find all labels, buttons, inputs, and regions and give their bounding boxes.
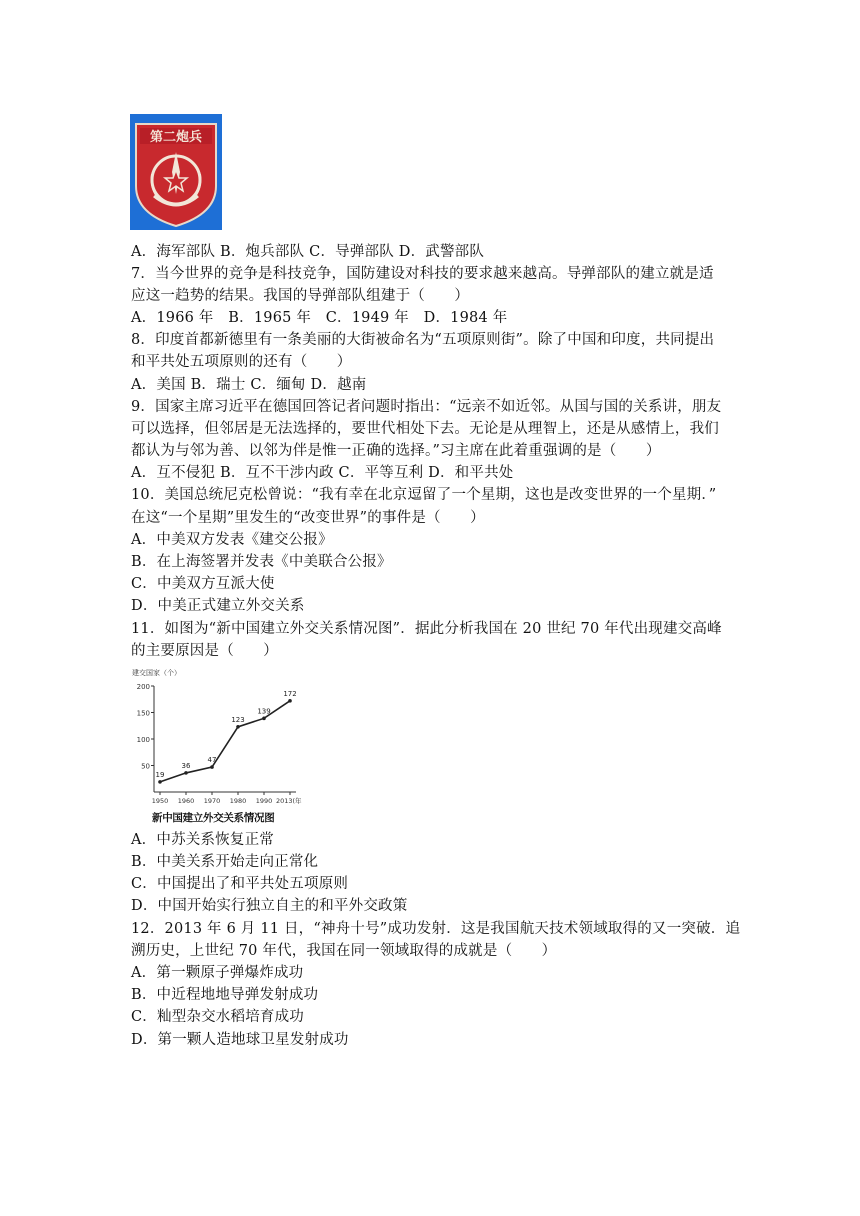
q12-stem-line1: 12．2013 年 6 月 11 日，“神舟十号”成功发射．这是我国航天技术领域取得的又一突破．追 bbox=[131, 921, 741, 937]
chart-data-point bbox=[210, 765, 214, 769]
q8-stem-line2: 和平共处五项原则的还有（ ） bbox=[131, 354, 352, 370]
q11-option-d: D．中国开始实行独立自主的和平外交政策 bbox=[131, 898, 408, 914]
chart-y-tick-label: 100 bbox=[136, 736, 150, 744]
badge-svg bbox=[130, 114, 222, 230]
q10-stem-line1: 10．美国总统尼克松曾说：“我有幸在北京逗留了一个星期，这也是改变世界的一个星期．” bbox=[131, 487, 717, 503]
q10-stem-line2: 在这“一个星期”里发生的“改变世界”的事件是（ ） bbox=[131, 510, 485, 526]
diplomatic-relations-chart bbox=[130, 668, 302, 828]
q6-options: A．海军部队 B．炮兵部队 C．导弹部队 D．武警部队 bbox=[131, 244, 485, 260]
chart-y-tick-label: 150 bbox=[136, 709, 150, 718]
chart-data-label: 47 bbox=[207, 756, 217, 765]
q9-stem-line2: 可以选择，但邻居是无法选择的，要世代相处下去。无论是从理智上，还是从感情上，我们 bbox=[131, 421, 719, 437]
chart-data-point bbox=[236, 725, 240, 729]
chart-data-label: 172 bbox=[283, 689, 297, 698]
q10-option-a: A．中美双方发表《建交公报》 bbox=[131, 532, 333, 548]
chart-y-tick-label: 50 bbox=[141, 762, 150, 771]
q10-option-c: C．中美双方互派大使 bbox=[131, 576, 275, 592]
chart-data-point bbox=[288, 699, 292, 703]
q9-options: A．互不侵犯 B．互不干涉内政 C．平等互利 D．和平共处 bbox=[131, 465, 514, 481]
q11-stem-line1: 11．如图为“新中国建立外交关系情况图”．据此分析我国在 20 世纪 70 年代出现建交高峰 bbox=[131, 621, 722, 637]
chart-data-label: 123 bbox=[231, 715, 245, 724]
q7-options: A．1966 年 B．1965 年 C．1949 年 D．1984 年 bbox=[131, 310, 508, 326]
chart-y-tick-label: 200 bbox=[136, 683, 150, 691]
q12-option-b: B．中近程地地导弹发射成功 bbox=[131, 987, 319, 1003]
badge-text: 第二炮兵 bbox=[149, 130, 203, 145]
chart-title: 新中国建立外交关系情况图 bbox=[152, 812, 275, 824]
q9-stem-line1: 9．国家主席习近平在德国回答记者问题时指出：“远亲不如近邻。从国与国的关系讲，朋友 bbox=[131, 399, 722, 415]
q10-option-b: B．在上海签署并发表《中美联合公报》 bbox=[131, 554, 392, 570]
q11-option-a: A．中苏关系恢复正常 bbox=[131, 832, 274, 848]
chart-x-tick-label: 1960 bbox=[177, 797, 195, 805]
chart-x-tick-label: 1980 bbox=[229, 797, 247, 805]
chart-data-label: 19 bbox=[155, 770, 165, 779]
chart-x-tick-label: 1950 bbox=[151, 797, 169, 805]
chart-svg bbox=[130, 668, 302, 808]
chart-data-label: 36 bbox=[181, 761, 191, 770]
q12-stem-line2: 溯历史，上世纪 70 年代，我国在同一领域取得的成就是（ ） bbox=[131, 943, 557, 959]
q10-option-d: D．中美正式建立外交关系 bbox=[131, 598, 305, 614]
chart-data-label: 139 bbox=[257, 707, 271, 716]
q11-option-c: C．中国提出了和平共处五项原则 bbox=[131, 876, 349, 892]
q11-stem-line2: 的主要原因是（ ） bbox=[131, 643, 278, 659]
q7-stem-line2: 应这一趋势的结果。我国的导弹部队组建于（ ） bbox=[131, 288, 470, 304]
q9-stem-line3: 都认为与邻为善、以邻为伴是惟一正确的选择。”习主席在此着重强调的是（ ） bbox=[131, 443, 661, 459]
chart-data-point bbox=[184, 771, 188, 775]
q8-options: A．美国 B．瑞士 C．缅甸 D．越南 bbox=[131, 377, 367, 393]
chart-x-tick-label: 1970 bbox=[203, 797, 221, 805]
chart-data-point bbox=[158, 780, 162, 784]
second-artillery-badge bbox=[130, 114, 222, 230]
q12-option-a: A．第一颗原子弹爆炸成功 bbox=[131, 965, 304, 981]
q12-option-c: C．籼型杂交水稻培育成功 bbox=[131, 1009, 304, 1025]
chart-x-tick-label: 2013(年) bbox=[275, 797, 302, 805]
chart-data-point bbox=[262, 717, 266, 721]
chart-ylabel: 建交国家（个） bbox=[132, 669, 181, 677]
q7-stem-line1: 7．当今世界的竞争是科技竞争，国防建设对科技的要求越来越高。导弹部队的建立就是适 bbox=[131, 266, 714, 282]
q11-option-b: B．中美关系开始走向正常化 bbox=[131, 854, 319, 870]
q8-stem-line1: 8．印度首都新德里有一条美丽的大街被命名为“五项原则街”。除了中国和印度，共同提出 bbox=[131, 332, 715, 348]
chart-x-tick-label: 1990 bbox=[255, 797, 273, 805]
q12-option-d: D．第一颗人造地球卫星发射成功 bbox=[131, 1032, 349, 1048]
